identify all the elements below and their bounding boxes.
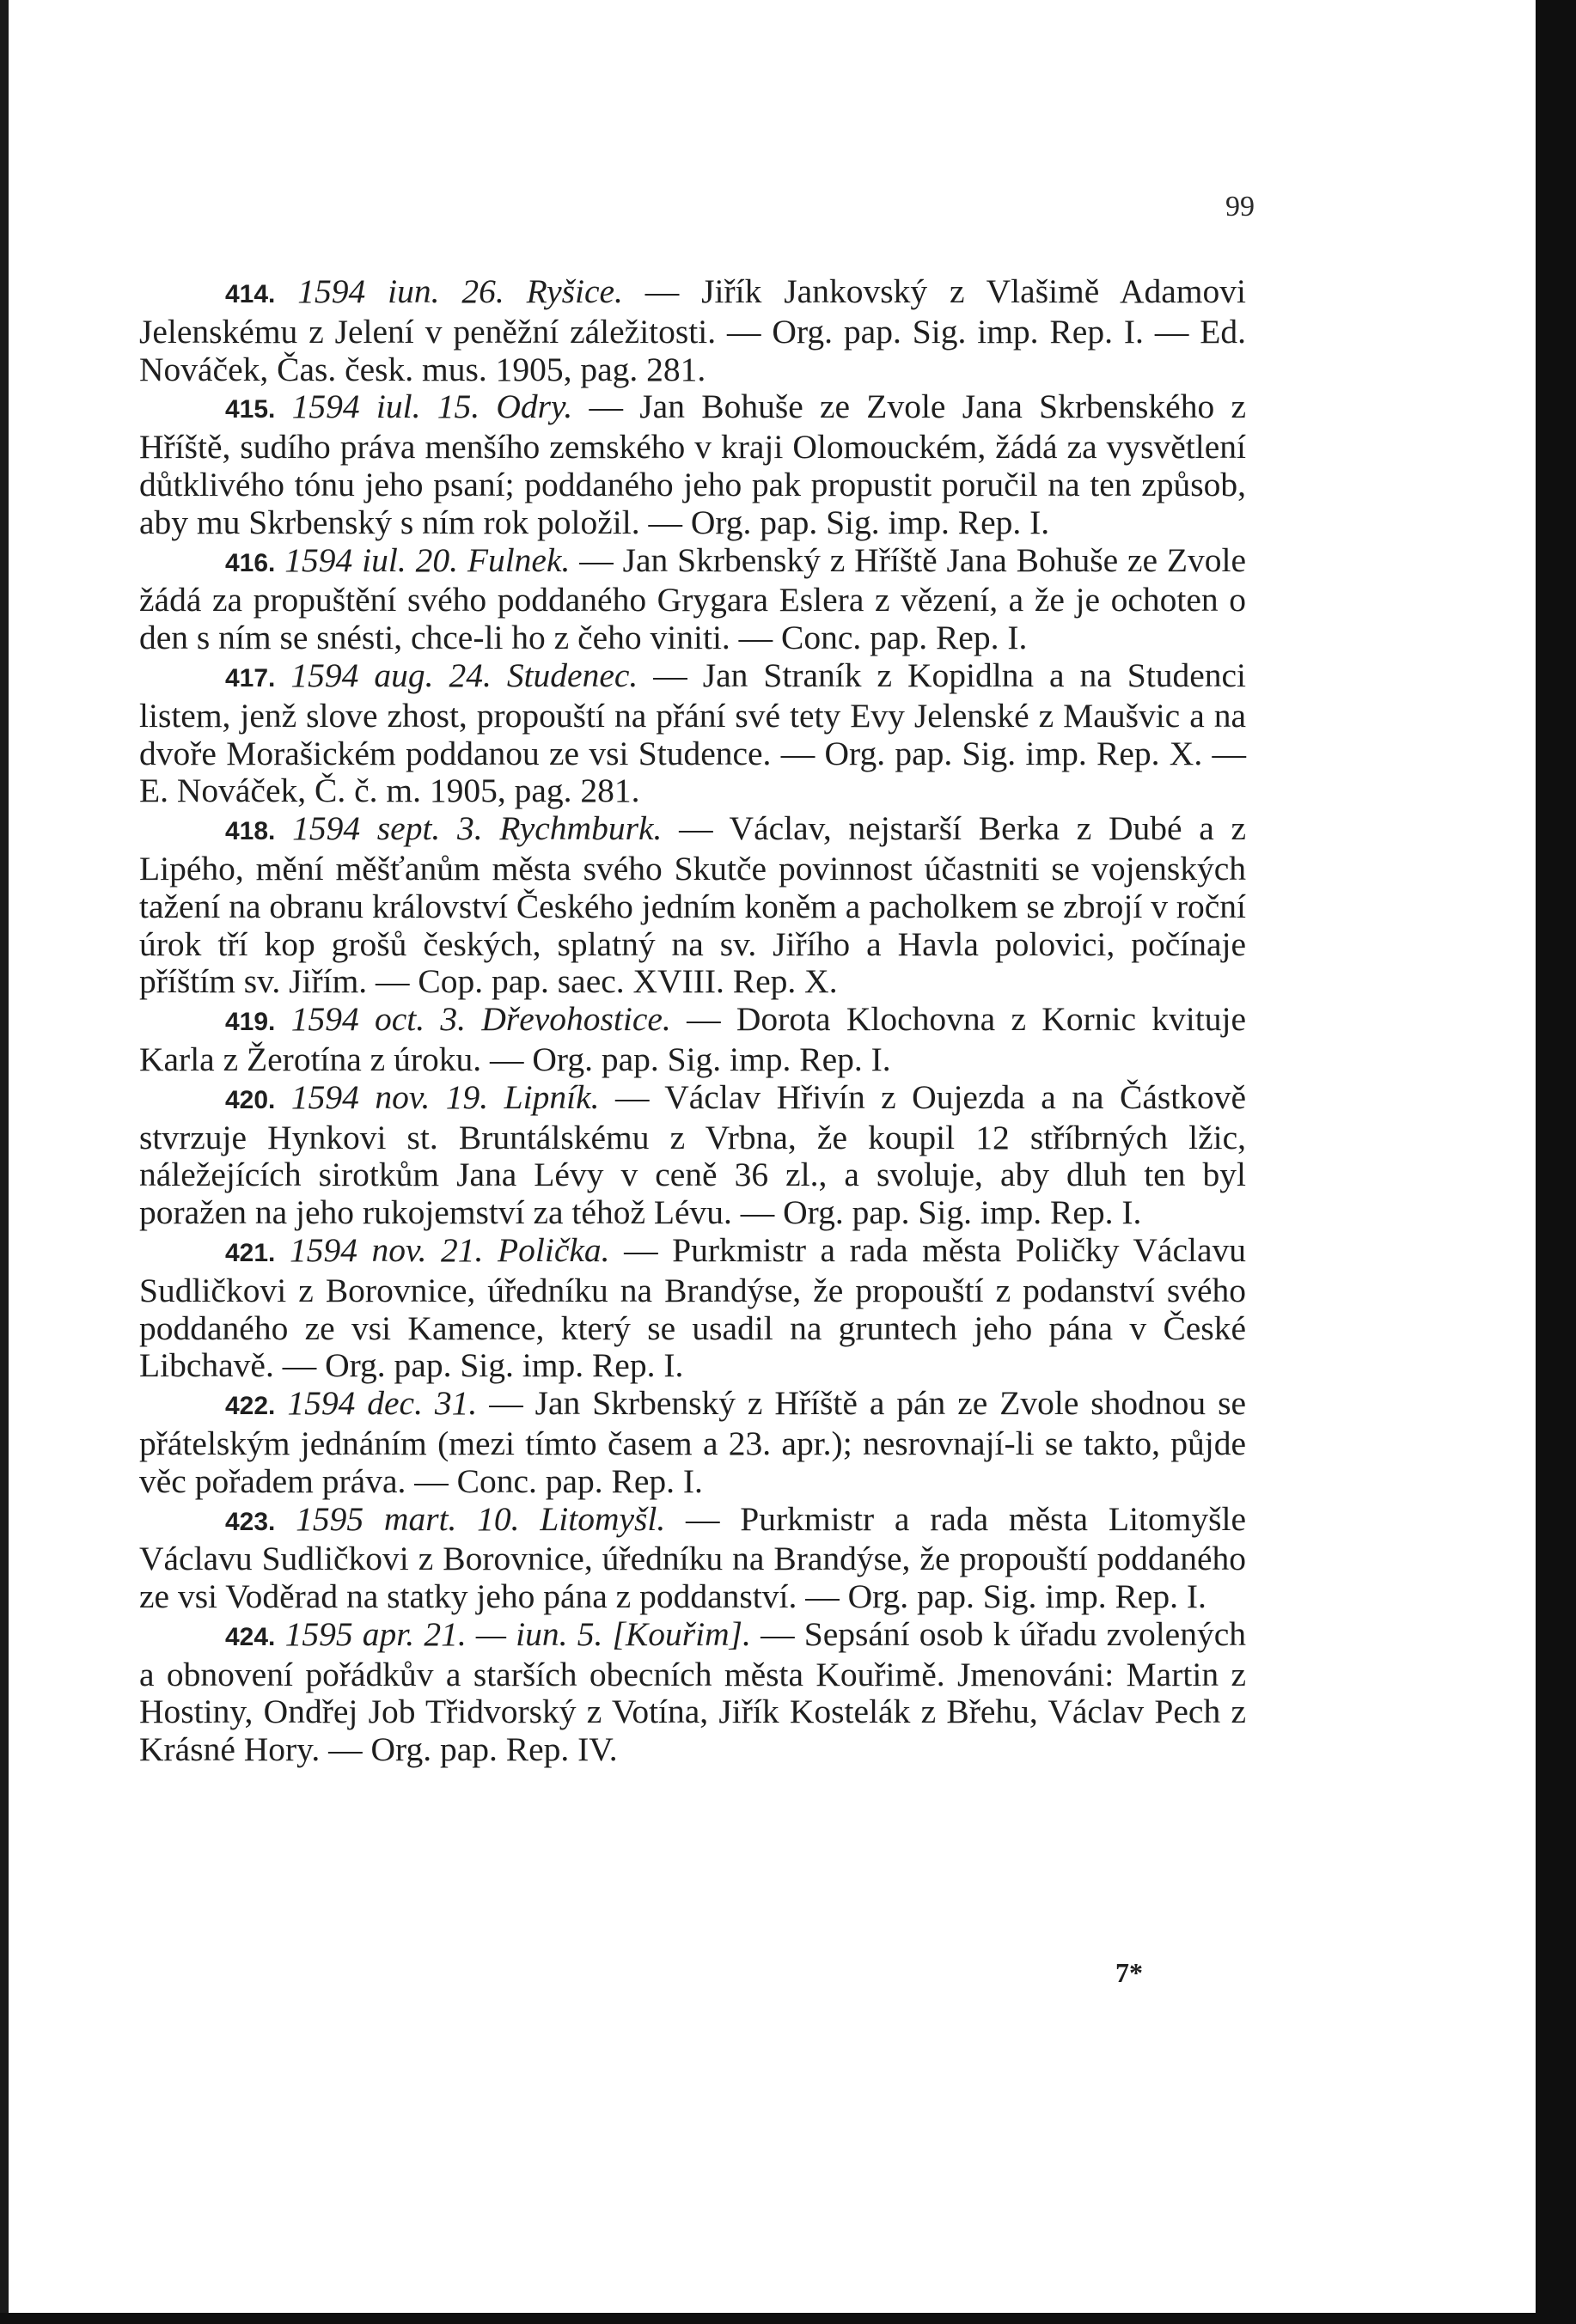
entry-text: — Sepsání osob k úřadu zvolených a obnovení pořádkův a starších obecních města Kouřimě. Jmenováni: Martin z Hostiny, Ondřej Job Třidvorský z Votína, Jiřík Kostelák z Břehu, Václav Pech z Krásné Hory. — Org. pap. Rep. IV. <box>139 1614 1246 1769</box>
entry-date: 1594 aug. 24. <box>290 656 492 694</box>
entry-place: Studenec. <box>506 656 638 694</box>
entry-date: 1594 iul. 15. <box>291 387 480 426</box>
entry-number: 416. <box>225 548 276 577</box>
entry-date: 1594 nov. 21. <box>289 1230 484 1269</box>
page-number: 99 <box>1225 191 1255 223</box>
scan-border-bottom <box>0 2313 1576 2324</box>
regest-entry-417 <box>139 657 1246 810</box>
regest-entry-424 <box>139 1616 1246 1769</box>
entry-number: 417. <box>225 663 276 692</box>
entry-number: 424. <box>225 1622 276 1651</box>
regest-entry-414 <box>139 273 1246 388</box>
entry-place: Dřevohostice. <box>481 1000 671 1039</box>
entry-number: 421. <box>225 1238 276 1267</box>
entry-text: — Jan Straník z Kopidlna a na Studenci listem, jenž slove zhost, propouští na přání své tety Evy Jelenské z Maušvic a na dvoře Morašickém poddanou ze vsi Studence. — Org. pap. Sig. imp. Rep. X. — E. Nováček, Č. č. m. 1905, pag. 281. <box>139 656 1246 810</box>
entry-place: [Kouřim]. <box>612 1614 751 1653</box>
entry-date: 1594 iul. 20. <box>284 540 458 579</box>
entry-place: Lipník. <box>504 1077 600 1116</box>
entry-date: 1595 mart. 10. <box>296 1499 520 1538</box>
entry-place: Odry. <box>496 387 573 426</box>
regest-entry-415 <box>139 388 1246 541</box>
regest-entry-416 <box>139 542 1246 657</box>
entry-place: Litomyšl. <box>540 1499 666 1538</box>
entry-date: 1594 iun. 26. <box>297 272 504 310</box>
entry-number: 423. <box>225 1507 276 1536</box>
entry-number: 415. <box>225 395 276 424</box>
entry-place: Polička. <box>498 1230 610 1269</box>
entry-text: — Purkmistr a rada města Litomyšle Václavu Sudličkovi z Borovnice, úředníku na Brandýse, že propouští poddaného ze vsi Voděrad na statky jeho pána z poddanství. — Org. pap. Sig. imp. Rep. I. <box>139 1499 1247 1616</box>
entry-text: — Václav Hřivín z Oujezda a na Částkově stvrzuje Hynkovi st. Bruntálskému z Vrbna, že koupil 12 stříbrných lžic, náležejících sirotkům Jana Lévy v ceně 36 zl., a svoluje, aby dluh ten byl poražen na jeho rukojemství za téhož Lévu. — Org. pap. Sig. imp. Rep. I. <box>139 1077 1247 1232</box>
entry-place: Ryšice. <box>526 272 623 310</box>
regest-entry-419 <box>139 1001 1246 1079</box>
entry-text: — Jan Bohuše ze Zvole Jana Skrbenského z Hříště, sudího práva menšího zemského v kraji Olomouckém, žádá za vysvětlení důtklivého tónu jeho psaní; poddaného jeho pak propustit poručil na ten způsob, aby mu Skrbenský s ním rok položil. — Org. pap. Sig. imp. Rep. I. <box>139 387 1247 541</box>
scan-border-right <box>1536 0 1576 2324</box>
entry-text: — Václav, nejstarší Berka z Dubé a z Lipého, mění měšťanům města svého Skutče povinnost účastniti se vojenských tažení na obranu království Českého jedním koněm a pacholkem se zbrojí v roční úrok tří kop grošů českých, splatný na sv. Jiřího a Havla polovici, počínaje příštím sv. Jiřím. — Cop. pap. saec. XVIII. Rep. X. <box>139 809 1247 1001</box>
entry-number: 418. <box>225 817 276 846</box>
regest-list <box>139 273 1246 1769</box>
regest-entry-421 <box>139 1232 1246 1385</box>
entry-date: 1595 apr. 21. — iun. 5. <box>284 1614 603 1653</box>
regest-entry-420 <box>139 1079 1246 1232</box>
entry-number: 414. <box>225 280 276 308</box>
entry-date: 1594 oct. 3. <box>290 1000 467 1039</box>
entry-number: 420. <box>225 1085 276 1114</box>
entry-text: — Jiřík Jankovský z Vlašimě Adamovi Jelenskému z Jelení v peněžní záležitosti. — Org. pap. Sig. imp. Rep. I. — Ed. Nováček, Čas. česk. mus. 1905, pag. 281. <box>139 272 1247 388</box>
entry-text: — Purkmistr a rada města Poličky Václavu Sudličkovi z Borovnice, úředníku na Brandýse, že propouští z podanství svého poddaného ze vsi Kamence, který se usadil na gruntech jeho pána v České Libchavě. — Org. pap. Sig. imp. Rep. I. <box>139 1230 1246 1385</box>
entry-place: Rychmburk. <box>499 809 663 848</box>
entry-place: Fulnek. <box>467 540 571 579</box>
regest-entry-423 <box>139 1501 1246 1616</box>
document-page <box>9 0 1536 2313</box>
entry-text: — Jan Skrbenský z Hříště Jana Bohuše ze Zvole žádá za propuštění svého poddaného Grygara Eslera z vězení, a že je ochoten o den s ním se snésti, chce-li ho z čeho viniti. — Conc. pap. Rep. I. <box>139 540 1247 657</box>
entry-number: 422. <box>225 1392 276 1421</box>
entry-number: 419. <box>225 1008 276 1037</box>
regest-entry-422 <box>139 1385 1246 1500</box>
entry-date: 1594 nov. 19. <box>290 1077 489 1116</box>
printer-signature-mark: 7* <box>1115 1957 1143 1988</box>
entry-text: — Jan Skrbenský z Hříště a pán ze Zvole shodnou se přátelským jednáním (mezi tímto časem a 23. apr.); nesrovnají-li se takto, půjde věc pořadem práva. — Conc. pap. Rep. I. <box>139 1384 1246 1500</box>
regest-entry-418 <box>139 810 1246 1001</box>
entry-date: 1594 sept. 3. <box>292 809 483 848</box>
entry-text: — Dorota Klochovna z Kornic kvituje Karla z Žerotína z úroku. — Org. pap. Sig. imp. Rep. I. <box>139 1000 1246 1078</box>
entry-date: 1594 dec. 31. <box>287 1384 478 1423</box>
